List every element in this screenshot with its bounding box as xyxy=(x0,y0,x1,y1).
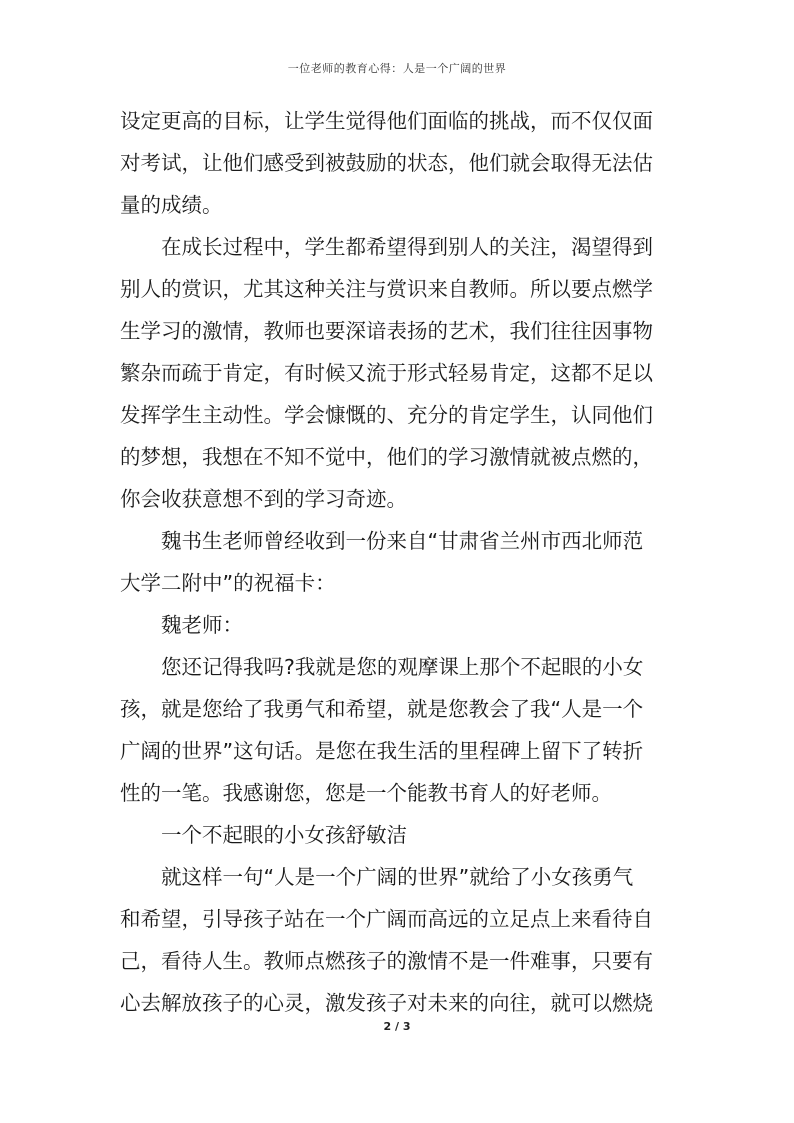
letter-salutation: 魏老师： xyxy=(161,613,243,637)
body-line: 生学习的激情，教师也要深谙表扬的艺术，我们往往因事物 xyxy=(120,319,653,343)
body-line: 繁杂而疏于肯定，有时候又流于形式轻易肯定，这都不足以 xyxy=(120,361,653,385)
paragraph-start-line: 魏书生老师曾经收到一份来自“甘肃省兰州市西北师范 xyxy=(161,529,644,553)
body-line: 的梦想，我想在不知不觉中，他们的学习激情就被点燃的， xyxy=(120,445,653,469)
body-line: 广阔的世界”这句话。是您在我生活的里程碑上留下了转折 xyxy=(120,739,644,763)
body-line: 你会收获意想不到的学习奇迹。 xyxy=(120,487,407,511)
body-line: 大学二附中”的祝福卡： xyxy=(120,571,336,595)
body-line: 发挥学生主动性。学会慷慨的、充分的肯定学生，认同他们 xyxy=(120,403,653,427)
body-line: 和希望，引导孩子站在一个广阔而高远的立足点上来看待自 xyxy=(120,907,653,931)
body-line: 设定更高的目标，让学生觉得他们面临的挑战，而不仅仅面 xyxy=(120,109,653,133)
running-header: 一位老师的教育心得：人是一个广阔的世界 xyxy=(287,62,507,75)
paragraph-start-line: 在成长过程中，学生都希望得到别人的关注，渴望得到 xyxy=(161,235,653,259)
body-line: 孩，就是您给了我勇气和希望，就是您教会了我“人是一个 xyxy=(120,697,644,721)
body-line: 心去解放孩子的心灵，激发孩子对未来的向往，就可以燃烧 xyxy=(120,991,653,1015)
letter-signature: 一个不起眼的小女孩舒敏洁 xyxy=(161,823,407,847)
body-line: 己，看待人生。教师点燃孩子的激情不是一件难事，只要有 xyxy=(120,949,653,973)
paragraph-start-line: 您还记得我吗?我就是您的观摩课上那个不起眼的小女 xyxy=(161,655,644,679)
document-body xyxy=(120,100,680,1024)
body-line: 量的成绩。 xyxy=(120,193,223,217)
page-number: 2 / 3 xyxy=(383,1020,411,1033)
body-line: 对考试，让他们感受到被鼓励的状态，他们就会取得无法估 xyxy=(120,151,653,175)
body-line: 性的一笔。我感谢您，您是一个能教书育人的好老师。 xyxy=(120,781,612,805)
body-line: 别人的赏识，尤其这种关注与赏识来自教师。所以要点燃学 xyxy=(120,277,653,301)
paragraph-start-line: 就这样一句“人是一个广阔的世界”就给了小女孩勇气 xyxy=(161,865,634,889)
